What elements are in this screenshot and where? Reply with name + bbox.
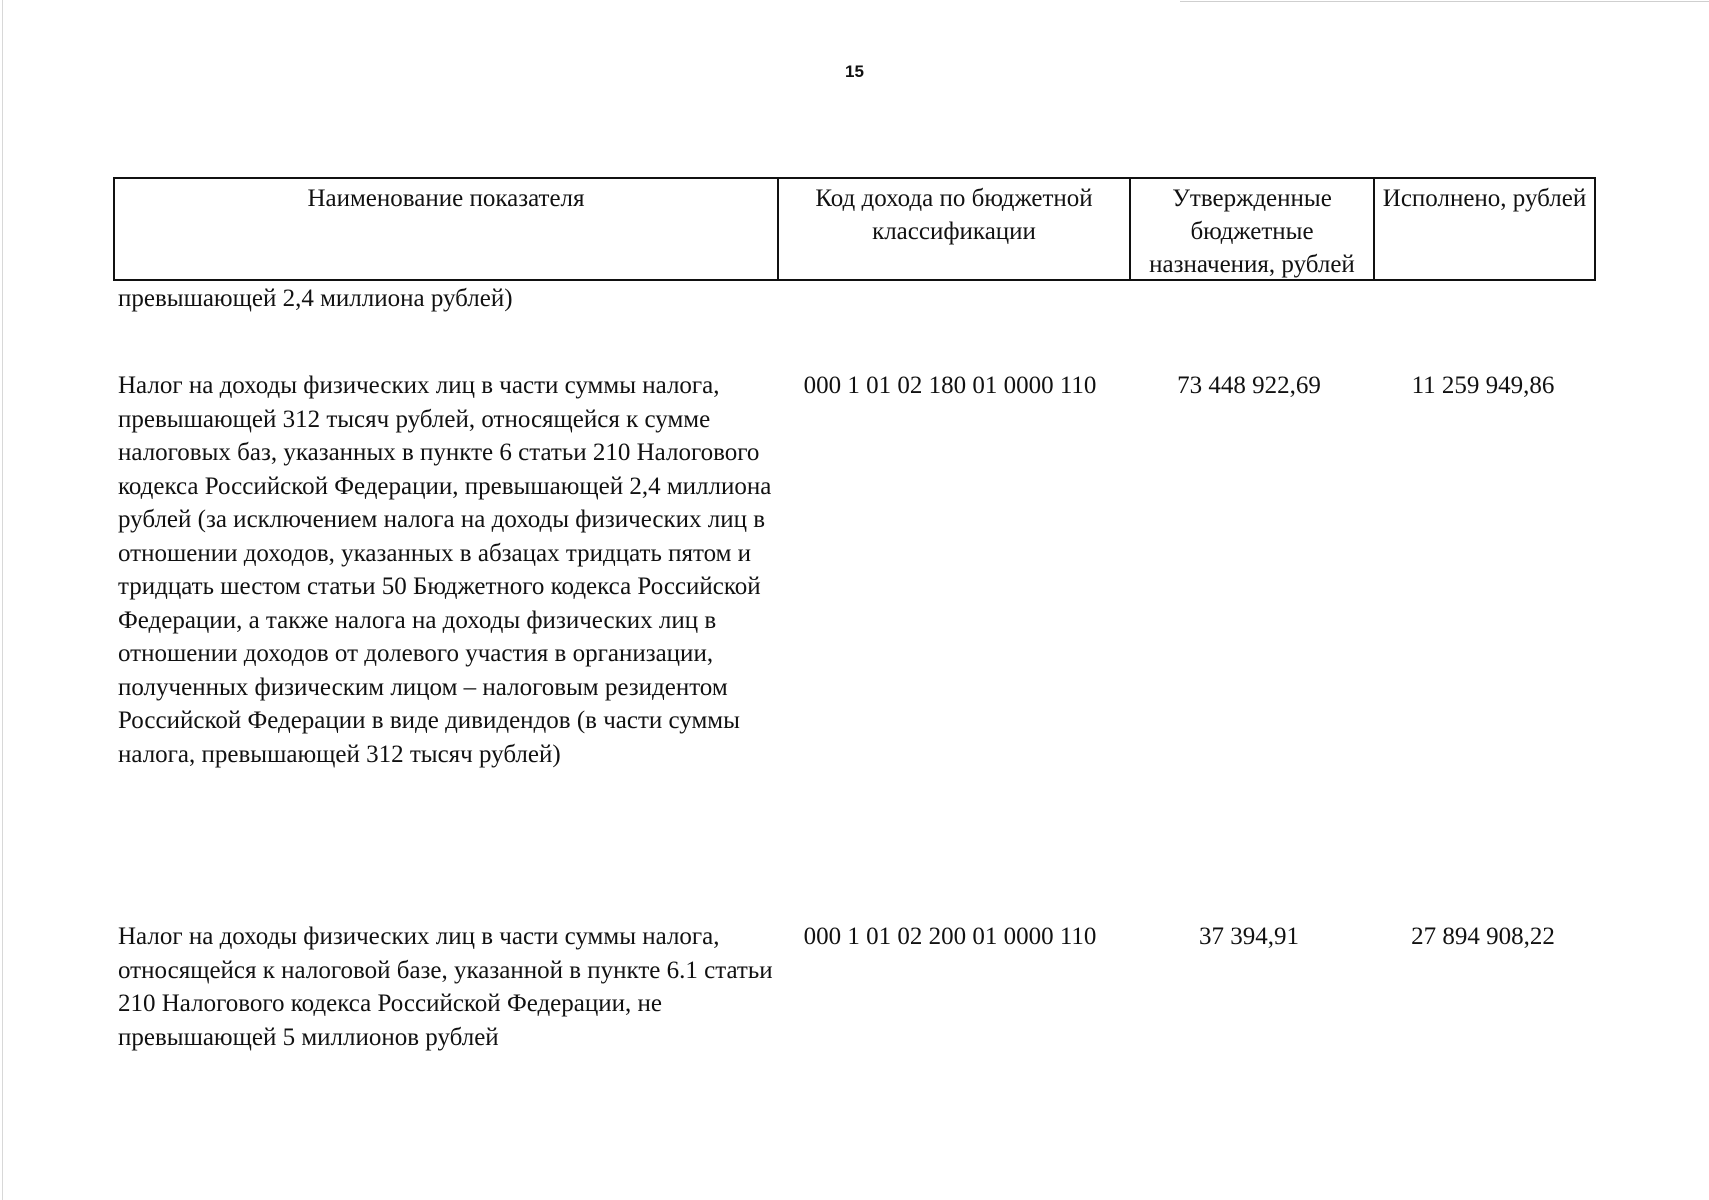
row-income-code: 000 1 01 02 180 01 0000 110 bbox=[803, 372, 1097, 399]
row-executed-amount: 11 259 949,86 bbox=[1411, 372, 1555, 399]
row-indicator-name: Налог на доходы физических лиц в части суммы налога, превышающей 312 тысяч рублей, относящейся к сумме налоговых баз, указанных в пункте 6 статьи 210 Налогового кодекса Российской Федерации, превышающей 2,4 миллиона рублей (за исключением налога на доходы физических лиц в отношении доходов, указанных в абзацах тридцать пятом и тридцать шестом статьи 50 Бюджетного кодекса Российской Федерации, а также налога на доходы физических лиц в отношении доходов от долевого участия в организации, полученных физическим лицом – налоговым резидентом Российской Федерации в виде дивидендов (в части суммы налога, превышающей 312 тысяч рублей) bbox=[118, 372, 772, 768]
row-indicator-name: Налог на доходы физических лиц в части суммы налога, относящейся к налоговой базе, указанной в пункте 6.1 статьи 210 Налогового кодекса Российской Федерации, не превышающей 5 миллионов рублей bbox=[118, 923, 773, 1051]
row-executed-amount: 27 894 908,22 bbox=[1411, 923, 1555, 950]
page-number: 15 bbox=[845, 62, 864, 81]
header-indicator-name: Наименование показателя bbox=[307, 185, 585, 212]
scan-edge-left bbox=[2, 0, 3, 1200]
header-approved-amount: Утвержденные бюджетные назначения, рублей bbox=[1129, 179, 1373, 279]
scan-edge-top bbox=[1180, 1, 1709, 2]
table-header bbox=[113, 177, 1596, 281]
row-income-code: 000 1 01 02 200 01 0000 110 bbox=[803, 923, 1097, 950]
row-approved-amount: 73 448 922,69 bbox=[1177, 372, 1321, 399]
continuation-text: превышающей 2,4 миллиона рублей) bbox=[118, 285, 513, 312]
header-executed-amount: Исполнено, рублей bbox=[1373, 179, 1594, 279]
row-approved-amount: 37 394,91 bbox=[1199, 923, 1299, 950]
header-income-code: Код дохода по бюджетной классификации bbox=[777, 179, 1129, 279]
